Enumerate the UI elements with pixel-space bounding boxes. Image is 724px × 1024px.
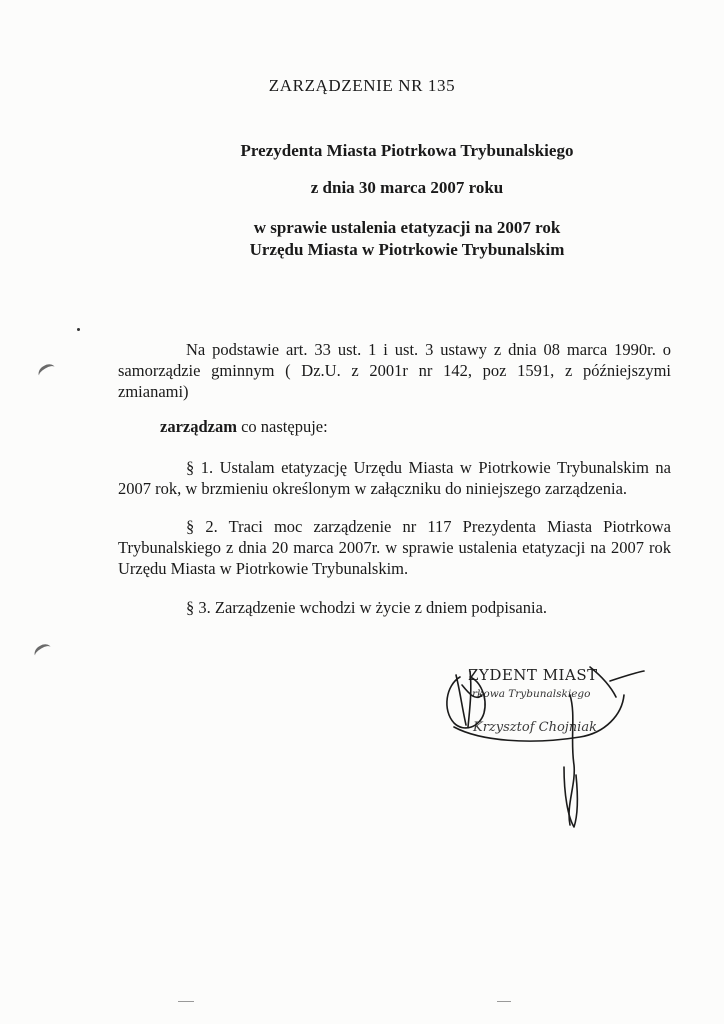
paragraph-1: § 1. Ustalam etatyzację Urzędu Miasta w Piotrkowie Trybunalskim na 2007 rok, w brzmieniu określonym w załączniku do niniejszego zarządzenia. (118, 458, 671, 498)
subject-line-2: Urzędu Miasta w Piotrkowie Trybunalskim (249, 240, 565, 259)
signature-stamp (440, 655, 650, 845)
punch-hole-mark (36, 361, 58, 381)
stamp-title-text: ZYDENT MIAST (468, 666, 598, 684)
subject-line-1: w sprawie ustalenia etatyzacji na 2007 rok (253, 218, 561, 237)
scan-mark (178, 1001, 194, 1002)
decree-rest: co następuje: (236, 417, 328, 436)
stamp-name-text: Krzysztof Chojniak (473, 720, 597, 735)
stamp-city-text: rkowa Trybunalskiego (472, 688, 591, 700)
paragraph-2: § 2. Traci moc zarządzenie nr 117 Prezydenta Miasta Piotrkowa Trybunalskiego z dnia 20 marca 2007r. w sprawie ustalenia etatyzacji na 2007 rok Urzędu Miasta w Piotrkowie Trybunalskim. (118, 517, 671, 578)
decree-line (160, 416, 328, 437)
scan-speck (77, 328, 80, 331)
issuer-line: Prezydenta Miasta Piotrkowa Trybunalskiego (240, 141, 574, 160)
handwritten-signature (440, 655, 650, 845)
scan-mark (497, 1001, 511, 1002)
legal-basis-paragraph: Na podstawie art. 33 ust. 1 i ust. 3 ustawy z dnia 08 marca 1990r. o samorządzie gminnym ( Dz.U. z 2001r nr 142, poz 1591, z późniejszymi zmianami) (118, 340, 671, 401)
punch-hole-mark (32, 641, 54, 661)
subject-block (45, 217, 724, 261)
decree-word: zarządzam (160, 417, 237, 436)
document-title: ZARZĄDZENIE NR 135 (268, 76, 456, 95)
date-line: z dnia 30 marca 2007 roku (310, 178, 504, 197)
paragraph-3: § 3. Zarządzenie wchodzi w życie z dniem podpisania. (186, 598, 548, 617)
